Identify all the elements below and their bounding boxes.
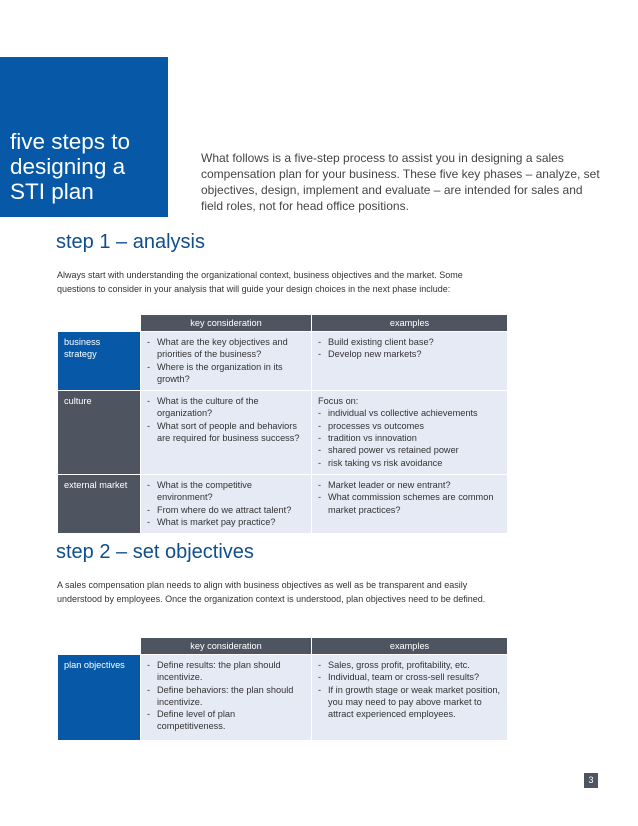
list-item: - shared power vs retained power [318,444,501,456]
examples-intro: Focus on: [318,396,359,407]
considerations-cell [141,332,312,391]
examples-cell [312,474,508,533]
row-label: culture [58,391,141,475]
examples-cell [312,655,508,741]
list-item: - What is the culture of the organization? [147,395,305,420]
page-number: 3 [584,773,598,788]
list-item: - What are the key objectives and priorities of the business? [147,336,305,361]
list-item: - Define behaviors: the plan should incentivize. [147,684,305,709]
list-item: - What is the competitive environment? [147,479,305,504]
considerations-cell [141,474,312,533]
examples-cell [312,391,508,475]
list-item: - Market leader or new entrant? [318,479,501,491]
step1-heading: step 1 – analysis [56,231,205,253]
step2-table [57,637,508,741]
list-item: - tradition vs innovation [318,432,501,444]
list-item: - If in growth stage or weak market position, you may need to pay above market to attract experienced employees. [318,684,501,721]
step2-text: A sales compensation plan needs to align with business objectives as well as be transparent and easily understood by employees. Once the organization context is understood, plan objectives need to be defined. [57,580,486,604]
list-item: - Define results: the plan should incentivize. [147,659,305,684]
col-key-consideration: key consideration [141,315,312,332]
examples-cell [312,332,508,391]
list-item: - Sales, gross profit, profitability, etc. [318,659,501,671]
col-key-consideration: key consideration [141,638,312,655]
considerations-cell [141,391,312,475]
row-label: business strategy [58,332,141,391]
intro-text: What follows is a five-step process to assist you in designing a sales compensation plan for your business. These five key phases – analyze, set objectives, design, implement and evaluate – are intended for sales and field roles, not for head office positions. [201,151,600,213]
step2-heading: step 2 – set objectives [56,541,254,563]
page-title: five steps to designing a STI plan [10,129,131,204]
col-examples: examples [312,315,508,332]
row-label: external market [58,474,141,533]
list-item: - What sort of people and behaviors are required for business success? [147,420,305,445]
step1-text: Always start with understanding the organizational context, business objectives and the market. Some questions to consider in your analysis that will guide your design choices in the next phase include: [57,270,463,294]
table-row [58,391,508,475]
row-label: plan objectives [58,655,141,741]
list-item: - Develop new markets? [318,348,501,360]
col-examples: examples [312,638,508,655]
list-item: - What is market pay practice? [147,516,305,528]
considerations-cell [141,655,312,741]
list-item: - Define level of plan competitiveness. [147,708,305,733]
list-item: - risk taking vs risk avoidance [318,457,501,469]
list-item: - Where is the organization in its growth? [147,361,305,386]
list-item: - Build existing client base? [318,336,501,348]
table-row [58,474,508,533]
table-row [58,332,508,391]
title-block [0,57,168,217]
list-item: - What commission schemes are common market practices? [318,491,501,516]
list-item: - From where do we attract talent? [147,504,305,516]
list-item: - individual vs collective achievements [318,407,501,419]
list-item: - Individual, team or cross-sell results? [318,671,501,683]
list-item: - processes vs outcomes [318,420,501,432]
step1-table [57,314,508,534]
table-row [58,655,508,741]
